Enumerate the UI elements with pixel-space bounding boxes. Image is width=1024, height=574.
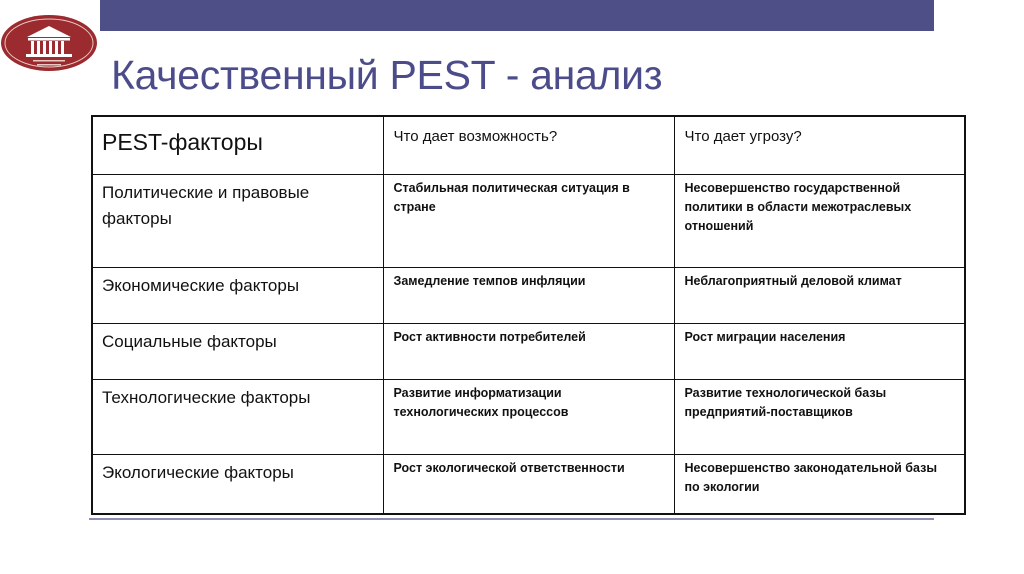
threat-cell: Рост миграции населения (674, 323, 965, 379)
bottom-divider (89, 518, 934, 520)
table-row (92, 379, 965, 454)
opportunity-cell: Замедление темпов инфляции (383, 267, 674, 323)
threat-cell: Несовершенство государственной политики в области межотраслевых отношений (674, 174, 965, 267)
pest-table (91, 115, 966, 515)
factor-cell: Экологические факторы (92, 454, 383, 514)
university-logo-icon (0, 14, 98, 72)
table-header-row (92, 116, 965, 174)
opportunity-cell: Стабильная политическая ситуация в стране (383, 174, 674, 267)
threat-cell: Несовершенство законодательной базы по экологии (674, 454, 965, 514)
table-row (92, 454, 965, 514)
factor-cell: Технологические факторы (92, 379, 383, 454)
header-factors: PEST-факторы (92, 116, 383, 174)
factor-cell: Экономические факторы (92, 267, 383, 323)
top-accent-bar (100, 0, 934, 31)
opportunity-cell: Развитие информатизации технологических процессов (383, 379, 674, 454)
opportunity-cell: Рост экологической ответственности (383, 454, 674, 514)
table-row (92, 267, 965, 323)
factor-cell: Политические и правовые факторы (92, 174, 383, 267)
factor-cell: Социальные факторы (92, 323, 383, 379)
header-opportunity: Что дает возможность? (383, 116, 674, 174)
threat-cell: Развитие технологической базы предприятий-поставщиков (674, 379, 965, 454)
header-threat: Что дает угрозу? (674, 116, 965, 174)
opportunity-cell: Рост активности потребителей (383, 323, 674, 379)
page-title: Качественный PEST - анализ (111, 52, 663, 98)
table-row (92, 323, 965, 379)
threat-cell: Неблагоприятный деловой климат (674, 267, 965, 323)
table-row (92, 174, 965, 267)
pest-table-container (91, 115, 966, 515)
